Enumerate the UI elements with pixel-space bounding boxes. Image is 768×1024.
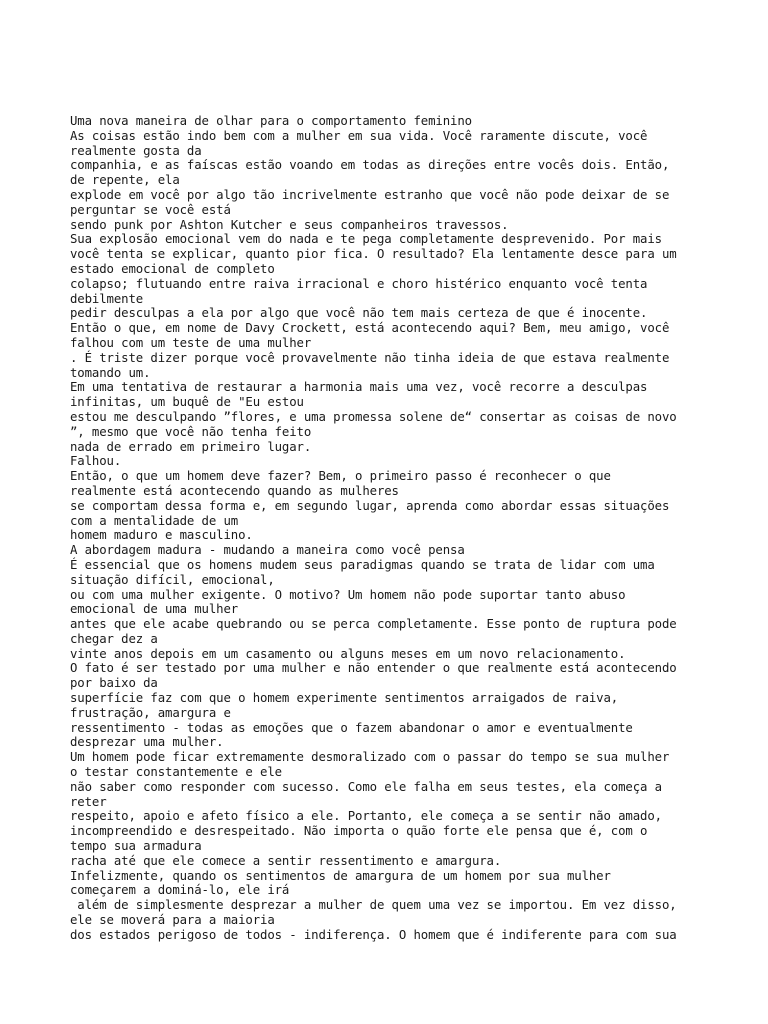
text-line: ressentimento - todas as emoções que o fazem abandonar o amor e eventualmente [70, 720, 633, 735]
text-line: chegar dez a [70, 631, 158, 646]
text-line: com a mentalidade de um [70, 513, 239, 528]
text-line: ou com uma mulher exigente. O motivo? Um homem não pode suportar tanto abuso [70, 587, 626, 602]
text-line: Infelizmente, quando os sentimentos de amargura de um homem por sua mulher [70, 868, 611, 883]
text-line: Então, o que um homem deve fazer? Bem, o primeiro passo é reconhecer o que [70, 469, 611, 484]
text-line: ”, mesmo que você não tenha feito [70, 424, 312, 439]
text-line: por baixo da [70, 676, 158, 691]
text-line: você tenta se explicar, quanto pior fica. O resultado? Ela lentamente desce para um [70, 247, 677, 262]
text-line: perguntar se você está [70, 202, 231, 217]
text-line: incompreendido e desrespeitado. Não importa o quão forte ele pensa que é, com o [70, 824, 648, 839]
text-line: Sua explosão emocional vem do nada e te pega completamente desprevenido. Por mais [70, 232, 662, 247]
text-line: explode em você por algo tão incrivelmente estranho que você não pode deixar de se [70, 187, 670, 202]
document-page [70, 114, 700, 943]
text-line: além de simplesmente desprezar a mulher de quem uma vez se importou. Em vez disso, [70, 898, 677, 913]
text-line: sendo punk por Ashton Kutcher e seus companheiros travessos. [70, 217, 509, 232]
text-line: desprezar uma mulher. [70, 735, 224, 750]
text-line: infinitas, um buquê de "Eu estou [70, 395, 304, 410]
text-line: O fato é ser testado por uma mulher e não entender o que realmente está acontecendo [70, 661, 677, 676]
text-line: companhia, e as faíscas estão voando em todas as direções entre vocês dois. Então, [70, 158, 670, 173]
text-line: pedir desculpas a ela por algo que você não tem mais certeza de que é inocente. [70, 306, 648, 321]
text-line: Então o que, em nome de Davy Crockett, está acontecendo aqui? Bem, meu amigo, você [70, 321, 670, 336]
text-line: ele se moverá para a maioria [70, 913, 275, 928]
text-line: começarem a dominá-lo, ele irá [70, 883, 290, 898]
text-line: . É triste dizer porque você provavelmente não tinha ideia de que estava realmente [70, 350, 670, 365]
text-line: As coisas estão indo bem com a mulher em sua vida. Você raramente discute, você [70, 128, 648, 143]
text-line: realmente está acontecendo quando as mulheres [70, 483, 399, 498]
text-line: situação difícil, emocional, [70, 572, 275, 587]
text-line: debilmente [70, 291, 144, 306]
text-line: estado emocional de completo [70, 261, 275, 276]
text-line: tomando um. [70, 365, 151, 380]
text-line: antes que ele acabe quebrando ou se perca completamente. Esse ponto de ruptura pode [70, 617, 677, 632]
text-line: de repente, ela [70, 173, 180, 188]
text-line: realmente gosta da [70, 143, 202, 158]
text-line: reter [70, 794, 107, 809]
text-line: respeito, apoio e afeto físico a ele. Portanto, ele começa a se sentir não amado, [70, 809, 662, 824]
text-line: A abordagem madura - mudando a maneira como você pensa [70, 543, 465, 558]
text-line: o testar constantemente e ele [70, 765, 282, 780]
text-line: estou me desculpando ”flores, e uma promessa solene de“ consertar as coisas de novo [70, 409, 677, 424]
text-line: vinte anos depois em um casamento ou alguns meses em um novo relacionamento. [70, 646, 626, 661]
text-line: não saber como responder com sucesso. Como ele falha em seus testes, ela começa a [70, 779, 662, 794]
text-line: Um homem pode ficar extremamente desmoralizado com o passar do tempo se sua mulher [70, 750, 670, 765]
text-line: colapso; flutuando entre raiva irracional e choro histérico enquanto você tenta [70, 276, 648, 291]
text-line: frustração, amargura e [70, 705, 231, 720]
text-line: se comportam dessa forma e, em segundo lugar, aprenda como abordar essas situações [70, 498, 670, 513]
text-line: dos estados perigoso de todos - indiferença. O homem que é indiferente para com sua [70, 927, 677, 942]
text-line: tempo sua armadura [70, 839, 202, 854]
text-line: Falhou. [70, 454, 122, 469]
text-line: emocional de uma mulher [70, 602, 239, 617]
text-line: racha até que ele comece a sentir ressentimento e amargura. [70, 853, 502, 868]
text-line: falhou com um teste de uma mulher [70, 335, 312, 350]
text-line: Uma nova maneira de olhar para o comportamento feminino [70, 114, 472, 128]
text-line: É essencial que os homens mudem seus paradigmas quando se trata de lidar com uma [70, 557, 655, 572]
text-line: homem maduro e masculino. [70, 528, 253, 543]
text-line: Em uma tentativa de restaurar a harmonia mais uma vez, você recorre a desculpas [70, 380, 648, 395]
text-line: superfície faz com que o homem experimente sentimentos arraigados de raiva, [70, 691, 619, 706]
text-line: nada de errado em primeiro lugar. [70, 439, 312, 454]
